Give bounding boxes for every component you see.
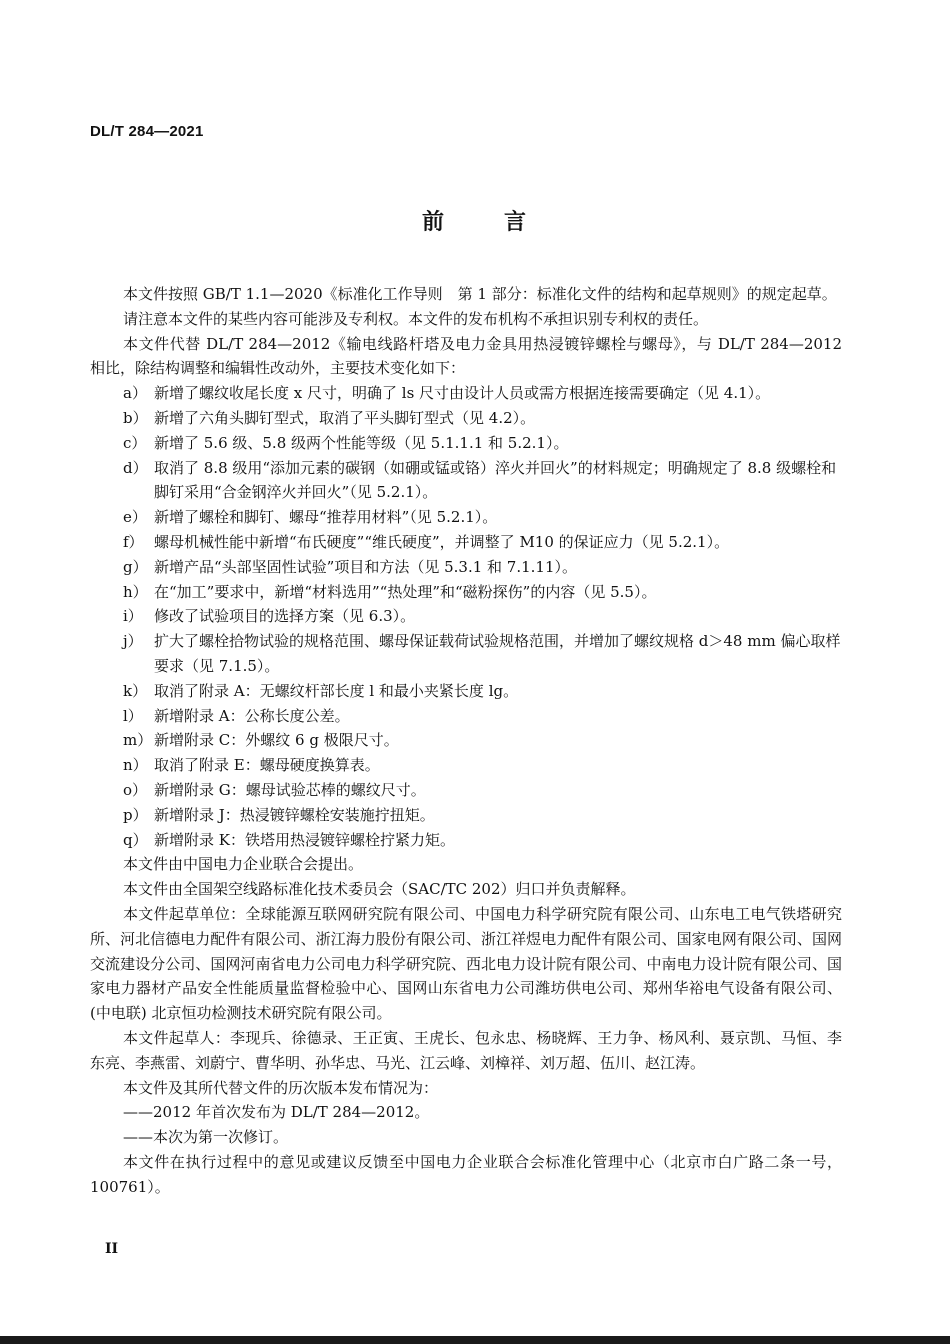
change-item-l bbox=[90, 704, 842, 729]
change-item-q bbox=[90, 828, 842, 853]
page-number: II bbox=[105, 1241, 119, 1257]
change-item-c bbox=[90, 431, 842, 456]
title-char-2: 言 bbox=[504, 210, 529, 235]
document-code: DL/T 284—2021 bbox=[90, 123, 204, 140]
paragraph-replacement: 本文件代替 DL/T 284—2012《输电线路杆塔及电力金具用热浸镀锌螺栓与螺母》，与 DL/T 284—2012 相比，除结构调整和编辑性改动外，主要技术变化如下： bbox=[90, 334, 842, 378]
item-label: l） bbox=[123, 706, 143, 725]
item-text: 扩大了螺栓拾物试验的规格范围、螺母保证载荷试验规格范围，并增加了螺纹规格 d＞48 mm 偏心取样要求（见 7.1.5）。 bbox=[154, 632, 841, 675]
item-text: 新增了 5.6 级、5.8 级两个性能等级（见 5.1.1.1 和 5.2.1）。 bbox=[154, 433, 569, 452]
change-item-d bbox=[90, 456, 842, 506]
item-text: 新增了六角头脚钉型式，取消了平头脚钉型式（见 4.2）。 bbox=[154, 408, 536, 427]
change-item-j bbox=[90, 629, 842, 679]
item-text: 修改了试验项目的选择方案（见 6.3）。 bbox=[154, 607, 416, 626]
item-label: i） bbox=[123, 607, 143, 626]
item-text: 新增了螺纹收尾长度 x 尺寸，明确了 ls 尺寸由设计人员或需方根据连接需要确定（见 4.1）。 bbox=[154, 384, 771, 403]
item-text: 新增附录 G：螺母试验芯棒的螺纹尺寸。 bbox=[154, 780, 426, 799]
item-label: h） bbox=[123, 582, 148, 601]
change-item-a bbox=[90, 381, 842, 406]
item-label: f） bbox=[123, 532, 144, 551]
item-label: a） bbox=[123, 384, 147, 403]
item-text: 取消了 8.8 级用“添加元素的碳钢（如硼或锰或铬）淬火并回火”的材料规定；明确规定了 8.8 级螺栓和脚钉采用“合金钢淬火并回火”（见 5.2.1）。 bbox=[154, 458, 837, 502]
item-label: k） bbox=[123, 681, 148, 700]
item-label: m） bbox=[123, 731, 153, 750]
change-item-m bbox=[90, 728, 842, 753]
paragraph-feedback: 本文件在执行过程中的意见或建议反馈至中国电力企业联合会标准化管理中心（北京市白广路二条一号，100761）。 bbox=[90, 1152, 842, 1196]
item-text: 新增附录 K：铁塔用热浸镀锌螺栓拧紧力矩。 bbox=[154, 830, 455, 849]
paragraph-drafting-rules: 本文件按照 GB/T 1.1—2020《标准化工作导则 第 1 部分：标准化文件的结构和起草规则》的规定起草。 bbox=[123, 285, 837, 303]
change-item-e bbox=[90, 505, 842, 530]
paragraph-proposer: 本文件由中国电力企业联合会提出。 bbox=[123, 855, 364, 874]
change-item-i bbox=[90, 604, 842, 629]
item-label: o） bbox=[123, 780, 148, 799]
paragraph-patent-notice: 请注意本文件的某些内容可能涉及专利权。本文件的发布机构不承担识别专利权的责任。 bbox=[123, 309, 709, 328]
change-item-o bbox=[90, 778, 842, 803]
item-text: 新增附录 A：公称长度公差。 bbox=[154, 706, 350, 725]
item-text: 新增附录 J：热浸镀锌螺栓安装施拧扭矩。 bbox=[154, 805, 435, 824]
item-label: q） bbox=[123, 830, 148, 849]
change-item-k bbox=[90, 679, 842, 704]
change-item-n bbox=[90, 753, 842, 778]
paragraph-drafting-units: 本文件起草单位：全球能源互联网研究院有限公司、中国电力科学研究院有限公司、山东电工电气铁塔研究所、河北信德电力配件有限公司、浙江海力股份有限公司、浙江祥煜电力配件有限公司、国家电网有限公司、国网交流建设分公司、国网河南省电力公司电力科学研究院、西北电力设计院有限公司、中南电力设计院有限公司、国家电力器材产品安全性能质量监督检验中心、国网山东省电力公司潍坊供电公司、郑州华裕电气设备有限公司、(中电联) 北京恒功检测技术研究院有限公司。 bbox=[90, 904, 842, 1023]
item-label: j） bbox=[123, 632, 143, 651]
preface-body bbox=[90, 282, 842, 1199]
change-item-g bbox=[90, 555, 842, 580]
paragraph-history-current: ——本次为第一次修订。 bbox=[123, 1128, 289, 1147]
item-label: b） bbox=[123, 408, 148, 427]
item-label: n） bbox=[123, 756, 148, 775]
bottom-border bbox=[0, 1336, 950, 1344]
item-label: c） bbox=[123, 433, 147, 452]
item-text: 取消了附录 A：无螺纹杆部长度 l 和最小夹紧长度 lg。 bbox=[154, 681, 519, 700]
paragraph-committee: 本文件由全国架空线路标准化技术委员会（SAC/TC 202）归口并负责解释。 bbox=[123, 880, 636, 899]
item-text: 新增附录 C：外螺纹 6 g 极限尺寸。 bbox=[154, 731, 399, 750]
item-text: 新增了螺栓和脚钉、螺母“推荐用材料”（见 5.2.1）。 bbox=[154, 508, 498, 527]
item-label: p） bbox=[123, 805, 148, 824]
change-item-b bbox=[90, 406, 842, 431]
item-label: g） bbox=[123, 557, 148, 576]
paragraph-drafters: 本文件起草人：李现兵、徐德录、王正寅、王虎长、包永忠、杨晓辉、王力争、杨风利、聂京凯、马恒、李东亮、李燕雷、刘蔚宁、曹华明、孙华忠、马光、江云峰、刘樟祥、刘万超、伍川、赵江涛。 bbox=[90, 1028, 842, 1072]
item-text: 在“加工”要求中，新增“材料选用”“热处理”和“磁粉探伤”的内容（见 5.5）。 bbox=[154, 582, 657, 601]
item-text: 新增产品“头部坚固性试验”项目和方法（见 5.3.1 和 7.1.11）。 bbox=[154, 557, 578, 576]
change-item-f bbox=[90, 530, 842, 555]
item-text: 取消了附录 E：螺母硬度换算表。 bbox=[154, 756, 380, 775]
item-label: d） bbox=[123, 458, 148, 477]
paragraph-history-intro: 本文件及其所代替文件的历次版本发布情况为： bbox=[123, 1078, 439, 1097]
item-label: e） bbox=[123, 508, 147, 527]
paragraph-history-2012: ——2012 年首次发布为 DL/T 284—2012。 bbox=[123, 1103, 430, 1122]
item-text: 螺母机械性能中新增“布氏硬度”“维氏硬度”，并调整了 M10 的保证应力（见 5.2.1）。 bbox=[154, 532, 730, 551]
change-item-p bbox=[90, 803, 842, 828]
title-char-1: 前 bbox=[421, 210, 446, 235]
change-item-h bbox=[90, 580, 842, 605]
page-title bbox=[0, 205, 950, 236]
